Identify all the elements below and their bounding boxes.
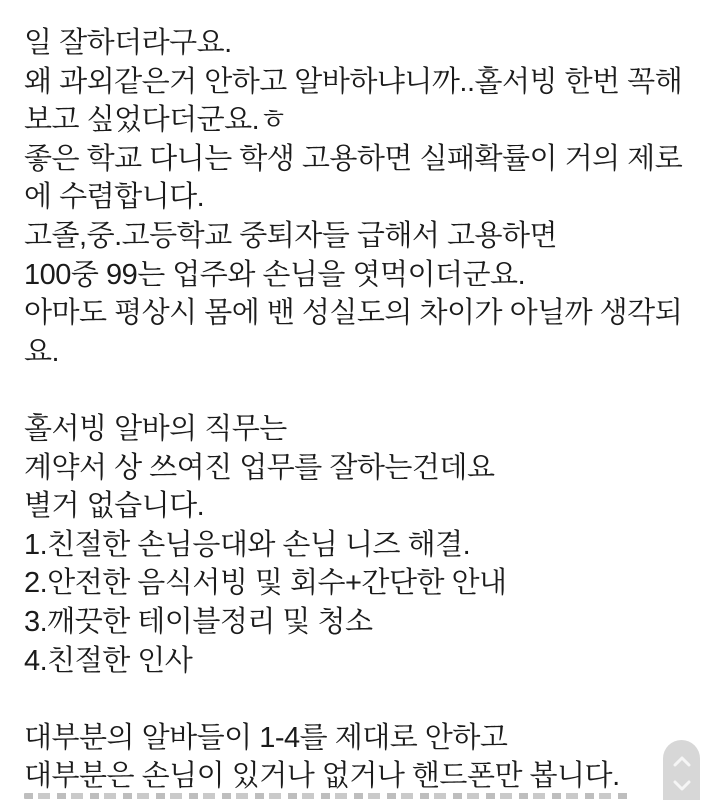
- text-line: 별거 없습니다.: [24, 490, 205, 523]
- text-line: 계약서 상 쓰여진 업무를 잘하는건데요: [24, 451, 495, 484]
- text-line: 좋은 학교 다니는 학생 고용하면 실패확률이 거의 제로: [24, 142, 683, 175]
- scroll-down-button[interactable]: [670, 776, 694, 794]
- text-line: 대부분은 손님이 있거나 없거나 핸드폰만 봅니다.: [24, 760, 620, 793]
- text-line: 2.안전한 음식서빙 및 회수+간단한 안내: [24, 567, 507, 600]
- text-line: 홀서빙 알바의 직무는: [24, 412, 287, 445]
- text-line: 3.깨끗한 테이블정리 및 청소: [24, 605, 373, 638]
- text-line: 보고 싶었다더군요.ㅎ: [24, 104, 287, 137]
- text-line: 아마도 평상시 몸에 밴 성실도의 차이가 아닐까 생각되: [24, 297, 683, 330]
- chevron-down-icon: [673, 780, 691, 791]
- text-line: 100중 99는 업주와 손님을 엿먹이더군요.: [24, 258, 526, 291]
- text-line: 요.: [24, 335, 60, 368]
- text-line: 일 잘하더라구요.: [24, 27, 232, 59]
- text-line: 에 수렴합니다.: [24, 181, 205, 214]
- text-line: 고졸,중.고등학교 중퇴자들 급해서 고용하면: [24, 219, 558, 252]
- post-body-text: [24, 24, 694, 796]
- scroll-widget: [663, 740, 700, 800]
- text-line: 왜 과외같은거 안하고 알바하냐니까..홀서빙 한번 꼭해: [24, 65, 683, 98]
- scroll-up-button[interactable]: [670, 752, 694, 770]
- text-line: 1.친절한 손님응대와 손님 니즈 해결.: [24, 528, 471, 561]
- text-line: [24, 680, 694, 719]
- chevron-up-icon: [673, 756, 691, 767]
- text-line: 대부분의 알바들이 1-4를 제대로 안하고: [24, 721, 508, 754]
- text-line: [24, 371, 694, 410]
- clipped-next-text-line: [24, 793, 628, 799]
- text-line: 4.친절한 인사: [24, 644, 193, 677]
